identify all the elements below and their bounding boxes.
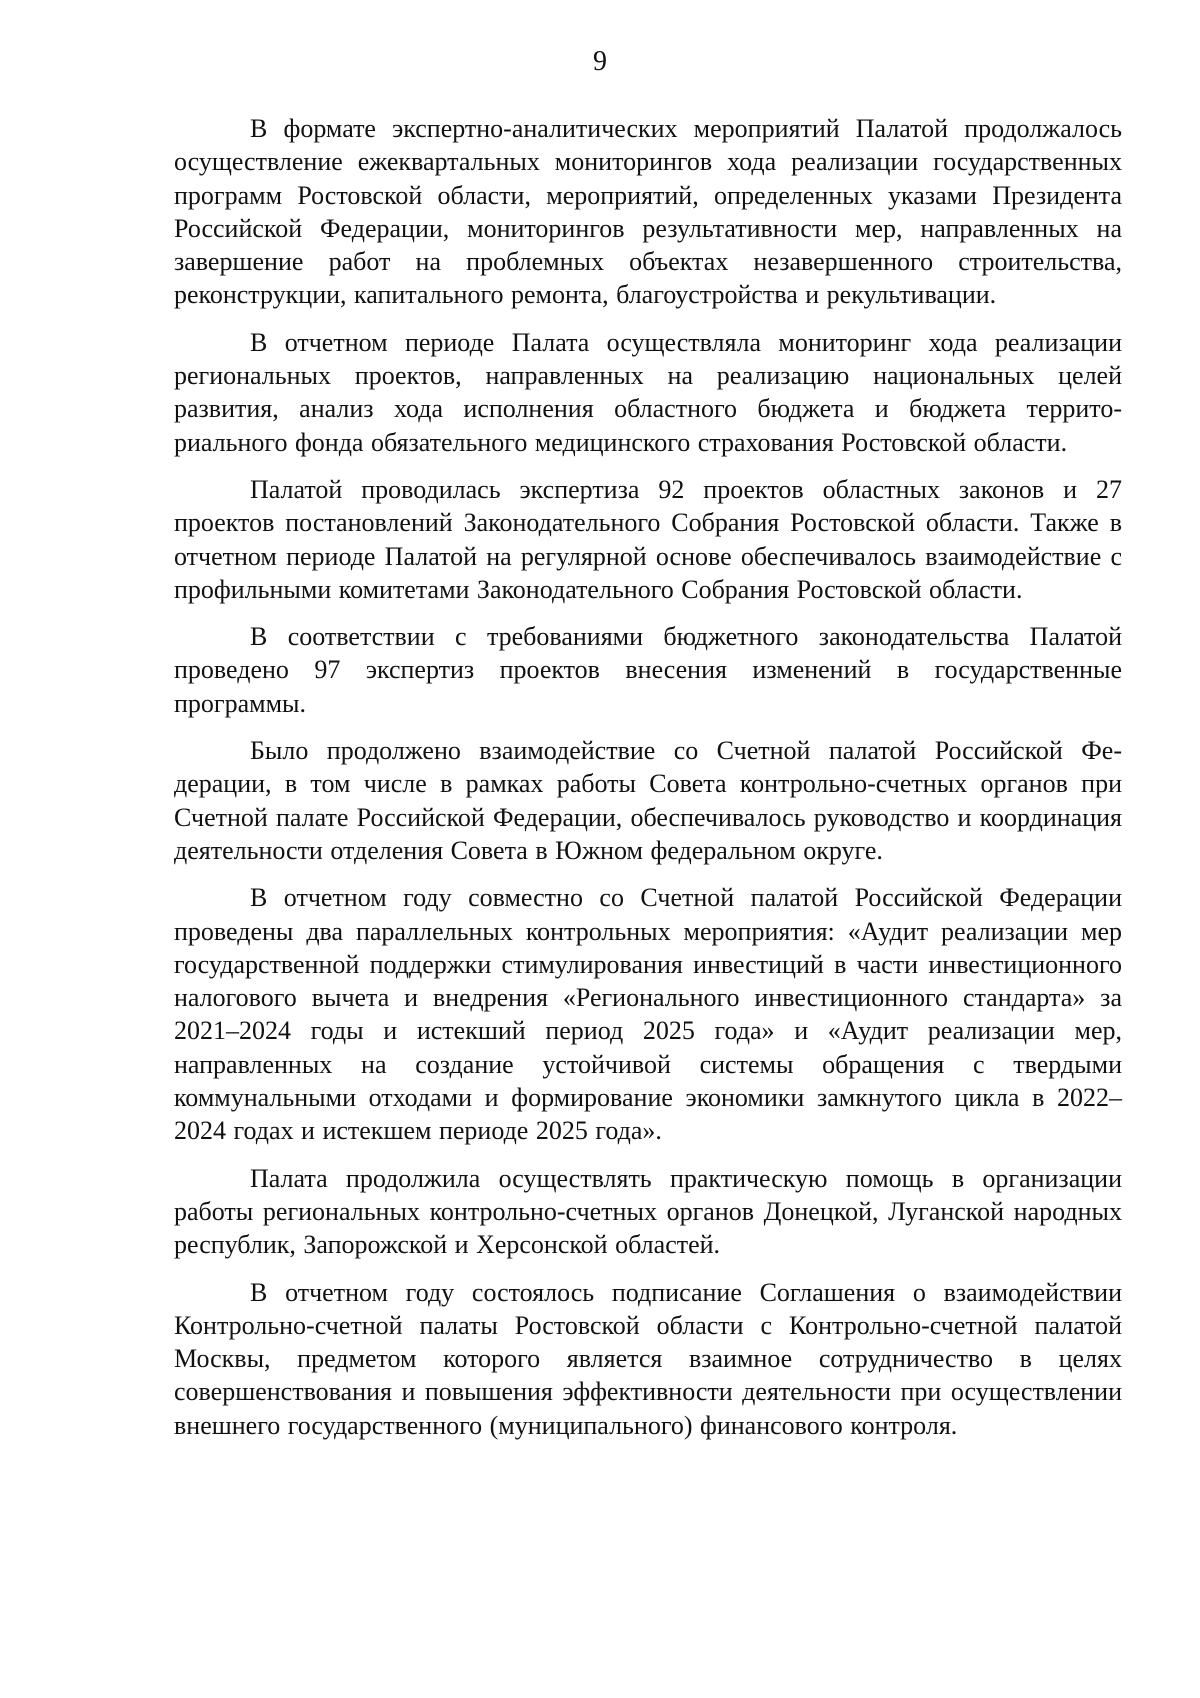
paragraph-regional-projects: В отчетном периоде Палата осуществляла мониторинг хода реализации региональных проектов, направленных на реализацию национальных целей развития, анализ хода исполнения областного бюджета и бюджета территориального фонда обязательного медицинского страхования Ростовской области.	[174, 327, 1122, 457]
paragraph-practical-assistance: Палата продолжила осуществлять практическую помощь в организации работы региональных контрольно-счетных органов Донецкой, Луганской народных республик, Запорожской и Херсонской областей.	[174, 1163, 1122, 1260]
paragraph-parallel-audits: В отчетном году совместно со Счетной палатой Российской Федерации проведены два параллельных контрольных мероприятия: «Аудит реализации мер государственной поддержки стимулирования инвестиций в части инвестиционного налогового вычета и внедрения «Регионального инвестиционного стандарта» за 2021–2024 годы и истекший период 2025 года» и «Аудит реализации мер, направленных на создание устойчивой системы обращения с твердыми коммунальными отходами и формирование экономики замкнутого цикла в 2022–2024 годах и истекшем периоде 2025 года».	[174, 883, 1122, 1146]
paragraph-accounts-chamber-cooperation: Было продолжено взаимодействие со Счетной палатой Российской Федерации, в том числе в рамках работы Совета контрольно-счетных органов при Счетной палате Российской Федерации, обеспечивалось руководство и координация деятельности отделения Совета в Южном федеральном округе.	[174, 736, 1122, 865]
paragraph-monitoring: В формате экспертно-аналитических мероприятий Палатой продолжалось осуществление ежеквартальных мониторингов хода реализации государственных программ Ростовской области, мероприятий, определенных указами Президента Российской Федерации, мониторингов результативности мер, направленных на завершение работ на проблемных объектах незавершенного строительства, реконструкции, капитального ремонта, благоустройства и рекультивации.	[174, 114, 1122, 310]
document-body	[174, 112, 1122, 1456]
paragraph-expertise: Палатой проводилась экспертиза 92 проектов областных законов и 27 проектов постановлений Законодательного Собрания Ростовской области. Также в отчетном периоде Палатой на регулярной основе обеспечивалось взаимодействие с профильными комитетами Законодательного Собрания Ростовской области.	[174, 474, 1122, 604]
paragraph-budget-legislation: В соответствии с требованиями бюджетного законодательства Палатой проведено 97 экспертиз проектов внесения изменений в государственные программы.	[174, 622, 1122, 718]
page-number: 9	[593, 46, 607, 77]
paragraph-agreement-moscow: В отчетном году состоялось подписание Соглашения о взаимодействии Контрольно-счетной палаты Ростовской области с Контрольно-счетной палатой Москвы, предметом которого является взаимное сотрудничество в целях совершенствования и повышения эффективности деятельности при осуществлении внешнего государственного (муниципального) финансового контроля.	[174, 1277, 1122, 1440]
